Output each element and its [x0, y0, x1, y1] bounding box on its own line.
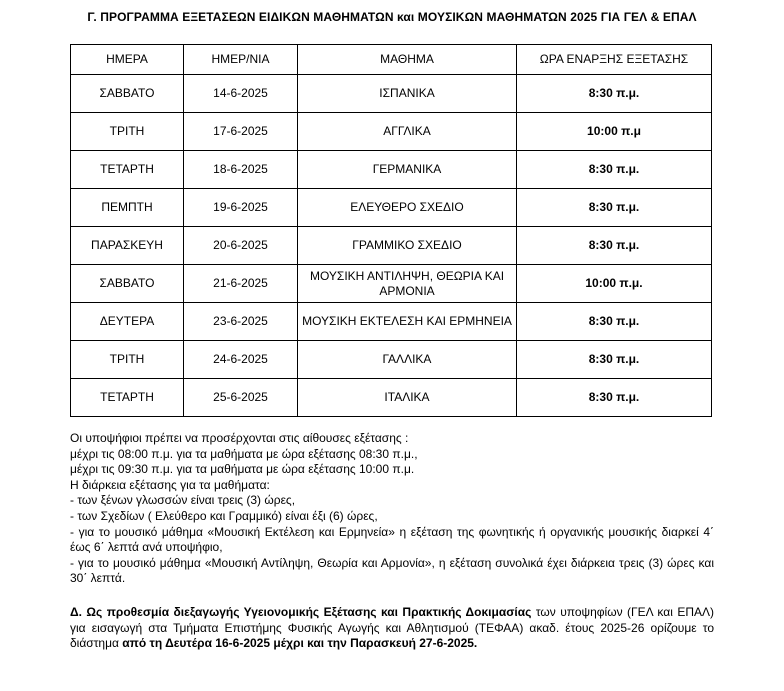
note-line: - για το μουσικό μάθημα «Μουσική Αντίληψη, Θεωρία και Αρμονία», η εξέταση συνολικά έχει διάρκεια τρεις (3) ώρες και 30΄ λεπτά.	[70, 555, 714, 586]
cell-day: ΔΕΥΤΕΡΑ	[71, 303, 184, 341]
table-row	[71, 379, 712, 417]
header-start-time: ΩΡΑ ΕΝΑΡΞΗΣ ΕΞΕΤΑΣΗΣ	[517, 45, 712, 75]
table-row	[71, 189, 712, 227]
cell-day: ΣΑΒΒΑΤΟ	[71, 75, 184, 113]
section-d-label: Δ. Ως	[70, 604, 107, 619]
cell-subject: ΜΟΥΣΙΚΗ ΕΚΤΕΛΕΣΗ ΚΑΙ ΕΡΜΗΝΕΙΑ	[298, 303, 517, 341]
cell-day: ΤΕΤΑΡΤΗ	[71, 379, 184, 417]
table-row	[71, 75, 712, 113]
cell-subject: ΑΓΓΛΙΚΑ	[298, 113, 517, 151]
cell-date: 20-6-2025	[184, 227, 298, 265]
cell-time: 8:30 π.μ.	[517, 75, 712, 113]
cell-date: 19-6-2025	[184, 189, 298, 227]
exam-schedule-table	[70, 44, 712, 417]
cell-time: 8:30 π.μ.	[517, 227, 712, 265]
section-d-date-range: από τη Δευτέρα 16-6-2025 μέχρι και την Παρασκευή 27-6-2025.	[122, 636, 478, 651]
note-line: Η διάρκεια εξέτασης για τα μαθήματα:	[70, 477, 270, 492]
cell-day: ΤΡΙΤΗ	[71, 341, 184, 379]
cell-date: 18-6-2025	[184, 151, 298, 189]
table-row	[71, 341, 712, 379]
cell-day: ΤΡΙΤΗ	[71, 113, 184, 151]
cell-subject: ΓΕΡΜΑΝΙΚΑ	[298, 151, 517, 189]
cell-day: ΠΕΜΠΤΗ	[71, 189, 184, 227]
cell-date: 25-6-2025	[184, 379, 298, 417]
table-row	[71, 265, 712, 303]
cell-day: ΤΕΤΑΡΤΗ	[71, 151, 184, 189]
table-row	[71, 303, 712, 341]
note-line: - για το μουσικό μάθημα «Μουσική Εκτέλεση και Ερμηνεία» η εξέταση της φωνητικής ή οργανικής μουσικής διαρκεί 4΄ έως 6΄ λεπτά ανά υποψήφιο,	[70, 524, 714, 555]
page-title: Γ. ΠΡΟΓΡΑΜΜΑ ΕΞΕΤΑΣΕΩΝ ΕΙΔΙΚΩΝ ΜΑΘΗΜΑΤΩΝ και ΜΟΥΣΙΚΩΝ ΜΑΘΗΜΑΤΩΝ 2025 ΓΙΑ ΓΕΛ & ΕΠΑΛ	[87, 10, 697, 24]
cell-date: 21-6-2025	[184, 265, 298, 303]
cell-time: 8:30 π.μ.	[517, 303, 712, 341]
cell-time: 10:00 π.μ	[517, 113, 712, 151]
cell-time: 10:00 π.μ.	[517, 265, 712, 303]
table-row	[71, 151, 712, 189]
cell-day: ΠΑΡΑΣΚΕΥΗ	[71, 227, 184, 265]
note-line: Οι υποψήφιοι πρέπει να προσέρχονται στις αίθουσες εξέτασης :	[70, 431, 409, 445]
cell-time: 8:30 π.μ.	[517, 189, 712, 227]
cell-subject: ΜΟΥΣΙΚΗ ΑΝΤΙΛΗΨΗ, ΘΕΩΡΙΑ ΚΑΙ ΑΡΜΟΝΙΑ	[298, 265, 517, 303]
cell-date: 17-6-2025	[184, 113, 298, 151]
section-d-text: των υποψηφίων (ΓΕΛ και ΕΠΑΛ) για εισαγωγή στα Τμήματα Επιστήμης Φυσικής Αγωγής και Αθλητισμού (ΤΕΦΑΑ) ακαδ. έτους 2025-26 ορίζουμε το διάστημα	[70, 604, 715, 651]
cell-time: 8:30 π.μ.	[517, 379, 712, 417]
note-line: - των Σχεδίων ( Ελεύθερο και Γραμμικό) είναι έξι (6) ώρες,	[70, 508, 378, 523]
header-subject: ΜΑΘΗΜΑ	[298, 45, 517, 75]
header-date: ΗΜΕΡ/ΝΙΑ	[184, 45, 298, 75]
exam-notes	[70, 431, 714, 652]
cell-date: 14-6-2025	[184, 75, 298, 113]
note-line: μέχρι τις 09:30 π.μ. για τα μαθήματα με ώρα εξέτασης 10:00 π.μ.	[70, 462, 415, 477]
cell-subject: ΕΛΕΥΘΕΡΟ ΣΧΕΔΙΟ	[298, 189, 517, 227]
cell-date: 24-6-2025	[184, 341, 298, 379]
cell-day: ΣΑΒΒΑΤΟ	[71, 265, 184, 303]
cell-subject: ΙΤΑΛΙΚΑ	[298, 379, 517, 417]
table-row	[71, 113, 712, 151]
cell-time: 8:30 π.μ.	[517, 341, 712, 379]
table-header-row	[71, 45, 712, 75]
cell-time: 8:30 π.μ.	[517, 151, 712, 189]
table-row	[71, 227, 712, 265]
cell-subject: ΓΡΑΜΜΙΚΟ ΣΧΕΔΙΟ	[298, 227, 517, 265]
cell-date: 23-6-2025	[184, 303, 298, 341]
header-day: ΗΜΕΡΑ	[71, 45, 184, 75]
section-d-deadline-heading: προθεσμία διεξαγωγής Υγειονομικής Εξέτασης και Πρακτικής Δοκιμασίας	[106, 604, 532, 619]
cell-subject: ΓΑΛΛΙΚΑ	[298, 341, 517, 379]
section-d-paragraph	[70, 605, 714, 652]
note-line: - των ξένων γλωσσών είναι τρεις (3) ώρες,	[70, 493, 296, 508]
cell-subject: ΙΣΠΑΝΙΚΑ	[298, 75, 517, 113]
note-line: μέχρι τις 08:00 π.μ. για τα μαθήματα με ώρα εξέτασης 08:30 π.μ.,	[70, 446, 418, 461]
